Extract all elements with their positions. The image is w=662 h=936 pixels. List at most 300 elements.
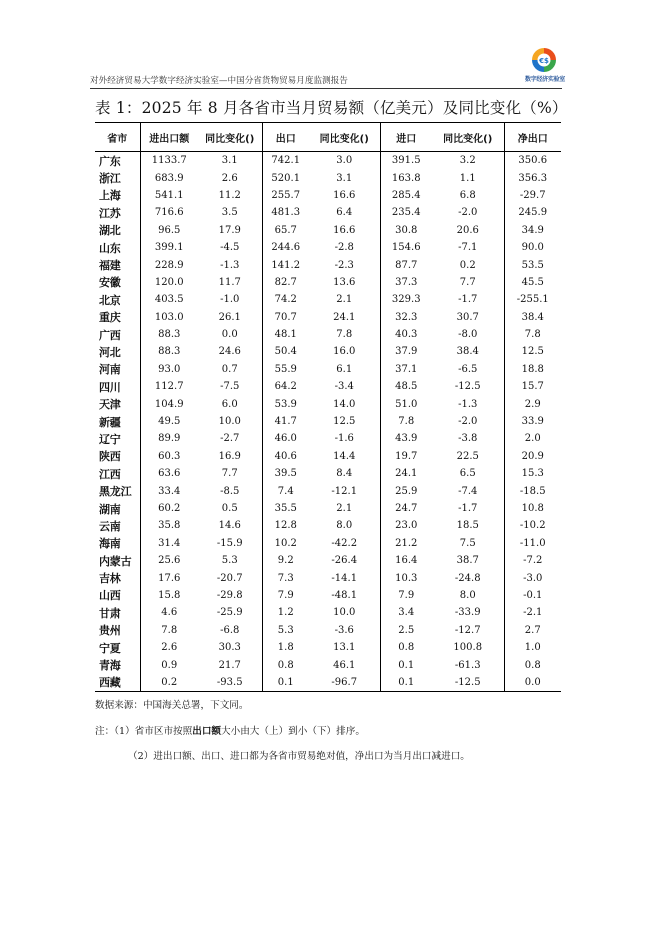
value-cell: 24.6: [218, 346, 241, 358]
value-cell: 7.8: [504, 326, 561, 343]
province-cell: 黑龙江: [99, 485, 132, 499]
value-cell: 20.6: [456, 224, 479, 236]
table-row: [95, 448, 561, 465]
value-cell: 0.0: [221, 329, 238, 341]
value-cell: 7.9: [262, 587, 309, 604]
value-cell: -8.5: [220, 485, 240, 497]
value-cell: 235.4: [380, 204, 432, 221]
table-row: [95, 187, 561, 204]
value-cell: 38.4: [456, 346, 479, 358]
value-cell: 7.7: [459, 276, 476, 288]
value-cell: 49.5: [140, 413, 198, 430]
value-cell: 7.9: [380, 587, 432, 604]
footnote-1-suffix: 大小由大（上）到小（下）排序。: [221, 726, 365, 737]
value-cell: 18.5: [456, 520, 479, 532]
globe-logo-icon: [531, 47, 557, 73]
value-cell: 7.8: [140, 622, 198, 639]
value-cell: 120.0: [140, 274, 198, 291]
value-cell: -1.7: [458, 503, 478, 514]
value-cell: 520.1: [262, 169, 309, 186]
province-cell: 江西: [99, 467, 121, 481]
value-cell: 356.3: [504, 169, 561, 186]
column-header: 同比变化(): [198, 123, 262, 152]
value-cell: 0.0: [504, 674, 561, 692]
value-cell: 33.4: [140, 482, 198, 499]
value-cell: 228.9: [140, 256, 198, 273]
value-cell: 716.6: [140, 204, 198, 221]
province-cell: 天津: [99, 398, 121, 412]
value-cell: 0.1: [380, 656, 432, 673]
value-cell: 2.7: [504, 622, 561, 639]
value-cell: 18.8: [504, 361, 561, 378]
value-cell: 55.9: [262, 361, 309, 378]
province-cell: 新疆: [99, 415, 121, 429]
value-cell: 41.7: [262, 413, 309, 430]
province-cell: 四川: [99, 380, 121, 394]
province-cell: 山西: [99, 589, 121, 603]
value-cell: -255.1: [504, 291, 561, 308]
column-header: 同比变化(): [432, 123, 504, 152]
value-cell: -15.9: [216, 537, 243, 549]
table-row: [95, 569, 561, 586]
value-cell: 88.3: [140, 343, 198, 360]
province-cell: 江苏: [99, 206, 121, 220]
column-header: 出口: [262, 123, 309, 152]
value-cell: 3.1: [336, 172, 353, 184]
value-cell: 100.8: [453, 642, 483, 654]
value-cell: -29.7: [504, 187, 561, 204]
table-row: [95, 239, 561, 256]
value-cell: 0.7: [221, 363, 238, 375]
value-cell: 6.1: [336, 363, 353, 375]
value-cell: 46.1: [333, 659, 356, 671]
value-cell: 481.3: [262, 204, 309, 221]
value-cell: 0.1: [262, 674, 309, 692]
table-row: [95, 395, 561, 412]
value-cell: 0.8: [380, 639, 432, 656]
value-cell: 3.1: [221, 155, 238, 167]
value-cell: 15.8: [140, 587, 198, 604]
value-cell: 35.8: [140, 517, 198, 534]
value-cell: -25.9: [216, 607, 243, 619]
province-cell: 北京: [99, 293, 121, 307]
value-cell: 4.6: [140, 604, 198, 621]
value-cell: 16.9: [218, 450, 241, 462]
value-cell: 12.5: [333, 416, 356, 428]
value-cell: 87.7: [380, 256, 432, 273]
table-row: [95, 604, 561, 621]
value-cell: 0.8: [504, 656, 561, 673]
value-cell: 48.5: [380, 378, 432, 395]
value-cell: 90.0: [504, 239, 561, 256]
table-row: [95, 169, 561, 186]
value-cell: 15.3: [504, 465, 561, 482]
value-cell: 12.8: [262, 517, 309, 534]
value-cell: 5.3: [221, 555, 238, 567]
value-cell: 255.7: [262, 187, 309, 204]
value-cell: 683.9: [140, 169, 198, 186]
value-cell: 245.9: [504, 204, 561, 221]
value-cell: 33.9: [504, 413, 561, 430]
value-cell: -7.4: [458, 485, 478, 497]
value-cell: 7.8: [336, 329, 353, 341]
value-cell: -8.0: [458, 329, 478, 341]
table-row: [95, 430, 561, 447]
value-cell: 0.8: [262, 656, 309, 673]
value-cell: 20.9: [504, 448, 561, 465]
value-cell: 12.5: [504, 343, 561, 360]
table-row: [95, 361, 561, 378]
province-cell: 福建: [99, 259, 121, 273]
value-cell: 24.7: [380, 500, 432, 517]
value-cell: 244.6: [262, 239, 309, 256]
value-cell: 2.5: [380, 622, 432, 639]
value-cell: 6.8: [459, 189, 476, 201]
value-cell: 7.5: [459, 537, 476, 549]
value-cell: -6.8: [220, 624, 240, 636]
value-cell: 7.3: [262, 569, 309, 586]
value-cell: 7.7: [221, 468, 238, 480]
table-body: [95, 152, 561, 692]
table-row: [95, 378, 561, 395]
value-cell: 11.2: [218, 189, 241, 201]
province-cell: 甘肃: [99, 606, 121, 620]
province-cell: 河南: [99, 363, 121, 377]
value-cell: 6.5: [459, 468, 476, 480]
column-header: 同比变化(): [309, 123, 380, 152]
value-cell: 14.6: [218, 520, 241, 532]
value-cell: -93.5: [198, 674, 262, 692]
value-cell: -48.1: [331, 589, 358, 601]
value-cell: 0.1: [380, 674, 432, 692]
value-cell: 35.5: [262, 500, 309, 517]
value-cell: -33.9: [454, 607, 481, 619]
column-header: 省市: [95, 123, 140, 152]
value-cell: 23.0: [380, 517, 432, 534]
value-cell: 154.6: [380, 239, 432, 256]
value-cell: 93.0: [140, 361, 198, 378]
value-cell: 21.2: [380, 535, 432, 552]
value-cell: -3.4: [334, 381, 354, 393]
value-cell: 10.8: [504, 500, 561, 517]
value-cell: 541.1: [140, 187, 198, 204]
table-row: [95, 291, 561, 308]
header-divider: [90, 88, 562, 89]
value-cell: 329.3: [380, 291, 432, 308]
value-cell: 10.0: [218, 416, 241, 428]
value-cell: -14.1: [331, 572, 358, 584]
value-cell: 2.6: [140, 639, 198, 656]
value-cell: 10.3: [380, 569, 432, 586]
value-cell: 7.8: [380, 413, 432, 430]
value-cell: 0.2: [459, 259, 476, 271]
value-cell: 53.5: [504, 256, 561, 273]
value-cell: 60.3: [140, 448, 198, 465]
footnote-2: （2）进出口额、出口、进口都为各省市贸易绝对值，净出口为当月出口减进口。: [128, 751, 470, 762]
province-cell: 湖南: [99, 502, 121, 516]
province-cell: 辽宁: [99, 432, 121, 446]
value-cell: 25.6: [140, 552, 198, 569]
value-cell: -42.2: [331, 537, 358, 549]
value-cell: 43.9: [380, 430, 432, 447]
value-cell: -20.7: [216, 572, 243, 584]
table-row: [95, 326, 561, 343]
value-cell: 37.9: [380, 343, 432, 360]
value-cell: 5.3: [262, 622, 309, 639]
province-cell: 安徽: [99, 276, 121, 290]
value-cell: 39.5: [262, 465, 309, 482]
province-cell: 内蒙古: [99, 554, 132, 568]
value-cell: 16.6: [333, 189, 356, 201]
value-cell: 141.2: [262, 256, 309, 273]
province-cell: 广西: [99, 328, 121, 342]
value-cell: 17.6: [140, 569, 198, 586]
column-header: 进出口额: [140, 123, 198, 152]
province-cell: 宁夏: [99, 641, 121, 655]
value-cell: 11.7: [218, 276, 241, 288]
value-cell: 16.6: [333, 224, 356, 236]
value-cell: -12.5: [432, 674, 504, 692]
value-cell: 16.4: [380, 552, 432, 569]
table-row: [95, 465, 561, 482]
province-cell: 广东: [99, 154, 121, 168]
province-cell: 吉林: [99, 572, 121, 586]
value-cell: 103.0: [140, 309, 198, 326]
value-cell: 19.7: [380, 448, 432, 465]
value-cell: 8.4: [336, 468, 353, 480]
table-row: [95, 622, 561, 639]
value-cell: -10.2: [504, 517, 561, 534]
table-row: [95, 413, 561, 430]
table-row: [95, 274, 561, 291]
province-cell: 山东: [99, 241, 121, 255]
column-header: 进口: [380, 123, 432, 152]
value-cell: 104.9: [140, 395, 198, 412]
table-row: [95, 309, 561, 326]
value-cell: 350.6: [504, 152, 561, 170]
value-cell: 0.5: [221, 503, 238, 514]
table-header-row: [95, 123, 561, 152]
value-cell: 45.5: [504, 274, 561, 291]
table-row: [95, 500, 561, 517]
value-cell: 46.0: [262, 430, 309, 447]
table-row: [95, 535, 561, 552]
value-cell: 1.0: [504, 639, 561, 656]
column-header: 净出口: [504, 123, 561, 152]
province-cell: 贵州: [99, 624, 121, 638]
value-cell: 403.5: [140, 291, 198, 308]
value-cell: 31.4: [140, 535, 198, 552]
value-cell: -7.2: [504, 552, 561, 569]
value-cell: 2.1: [336, 294, 353, 306]
value-cell: 48.1: [262, 326, 309, 343]
svg-text:€$: €$: [539, 57, 549, 65]
value-cell: -1.0: [220, 294, 240, 306]
value-cell: 8.0: [459, 589, 476, 601]
value-cell: -7.1: [458, 242, 478, 254]
value-cell: -3.6: [334, 624, 354, 636]
footnote-1: [95, 723, 365, 737]
data-source-note: 数据来源：中国海关总署，下文同。: [95, 700, 249, 711]
value-cell: 37.3: [380, 274, 432, 291]
value-cell: -7.5: [220, 381, 240, 393]
value-cell: 64.2: [262, 378, 309, 395]
value-cell: 399.1: [140, 239, 198, 256]
value-cell: 2.9: [504, 395, 561, 412]
value-cell: 0.9: [140, 656, 198, 673]
value-cell: 6.4: [336, 207, 353, 219]
value-cell: 391.5: [380, 152, 432, 170]
value-cell: -4.5: [220, 242, 240, 254]
table-row: [95, 587, 561, 604]
value-cell: -3.8: [458, 433, 478, 445]
logo-text: 数字经济实验室: [525, 76, 565, 83]
value-cell: 3.0: [336, 155, 353, 167]
value-cell: 26.1: [218, 311, 241, 323]
value-cell: -12.1: [331, 485, 358, 497]
table-row: [95, 152, 561, 170]
value-cell: 3.4: [380, 604, 432, 621]
table-row: [95, 674, 561, 692]
value-cell: 6.0: [221, 398, 238, 410]
value-cell: 0.2: [140, 674, 198, 692]
value-cell: 24.1: [333, 311, 356, 323]
table-row: [95, 639, 561, 656]
value-cell: 13.1: [333, 642, 356, 654]
table-row: [95, 656, 561, 673]
value-cell: 25.9: [380, 482, 432, 499]
value-cell: 742.1: [262, 152, 309, 170]
value-cell: 14.0: [333, 398, 356, 410]
table-title: 表 1：2025 年 8 月各省市当月贸易额（亿美元）及同比变化（%）: [95, 99, 568, 117]
lab-logo: [520, 47, 570, 85]
value-cell: 65.7: [262, 222, 309, 239]
value-cell: -2.0: [458, 416, 478, 428]
value-cell: 88.3: [140, 326, 198, 343]
value-cell: 10.2: [262, 535, 309, 552]
value-cell: 112.7: [140, 378, 198, 395]
province-cell: 海南: [99, 537, 121, 551]
value-cell: 40.3: [380, 326, 432, 343]
value-cell: 63.6: [140, 465, 198, 482]
value-cell: -2.0: [458, 207, 478, 219]
footnote-1-emphasis: 出口额: [192, 726, 222, 737]
value-cell: 24.1: [380, 465, 432, 482]
value-cell: 13.6: [333, 276, 356, 288]
value-cell: 30.3: [218, 642, 241, 654]
value-cell: 30.7: [456, 311, 479, 323]
value-cell: -2.7: [220, 433, 240, 445]
value-cell: 2.6: [221, 172, 238, 184]
value-cell: 285.4: [380, 187, 432, 204]
value-cell: 32.3: [380, 309, 432, 326]
table-row: [95, 517, 561, 534]
value-cell: 15.7: [504, 378, 561, 395]
value-cell: 96.5: [140, 222, 198, 239]
value-cell: -29.8: [216, 589, 243, 601]
value-cell: -0.1: [504, 587, 561, 604]
value-cell: 2.0: [504, 430, 561, 447]
value-cell: -12.7: [454, 624, 481, 636]
value-cell: 163.8: [380, 169, 432, 186]
value-cell: -1.3: [458, 398, 478, 410]
value-cell: 1.1: [459, 172, 476, 184]
value-cell: 38.4: [504, 309, 561, 326]
value-cell: 60.2: [140, 500, 198, 517]
footnote-1-prefix: 注：（1）省市区市按照: [95, 726, 193, 737]
table-row: [95, 343, 561, 360]
value-cell: 9.2: [262, 552, 309, 569]
value-cell: 7.4: [262, 482, 309, 499]
province-cell: 重庆: [99, 311, 121, 325]
value-cell: 38.7: [456, 555, 479, 567]
table-row: [95, 256, 561, 273]
value-cell: -1.7: [458, 294, 478, 306]
value-cell: -11.0: [504, 535, 561, 552]
value-cell: 2.1: [336, 503, 353, 514]
value-cell: -2.8: [334, 242, 354, 254]
table-row: [95, 204, 561, 221]
province-cell: 青海: [99, 659, 121, 673]
province-cell: 陕西: [99, 450, 121, 464]
table-row: [95, 552, 561, 569]
value-cell: 40.6: [262, 448, 309, 465]
value-cell: 1133.7: [140, 152, 198, 170]
value-cell: -18.5: [504, 482, 561, 499]
value-cell: -96.7: [309, 674, 380, 692]
province-cell: 西藏: [95, 674, 140, 692]
value-cell: -2.1: [504, 604, 561, 621]
value-cell: -1.3: [220, 259, 240, 271]
value-cell: 82.7: [262, 274, 309, 291]
table-row: [95, 482, 561, 499]
trade-table: [95, 122, 561, 692]
value-cell: 17.9: [218, 224, 241, 236]
value-cell: 14.4: [333, 450, 356, 462]
value-cell: -24.8: [454, 572, 481, 584]
page-header: 对外经济贸易大学数字经济实验室—中国分省货物贸易月度监测报告: [90, 76, 348, 86]
value-cell: -3.0: [504, 569, 561, 586]
value-cell: -12.5: [454, 381, 481, 393]
province-cell: 湖北: [99, 224, 121, 238]
value-cell: 37.1: [380, 361, 432, 378]
value-cell: -26.4: [331, 555, 358, 567]
value-cell: -6.5: [458, 363, 478, 375]
value-cell: 10.0: [333, 607, 356, 619]
value-cell: -61.3: [454, 659, 481, 671]
province-cell: 上海: [99, 189, 121, 203]
value-cell: 21.7: [218, 659, 241, 671]
value-cell: -2.3: [334, 259, 354, 271]
value-cell: 1.2: [262, 604, 309, 621]
province-cell: 河北: [99, 345, 121, 359]
value-cell: 3.5: [221, 207, 238, 219]
province-cell: 浙江: [99, 172, 121, 186]
value-cell: -1.6: [334, 433, 354, 445]
value-cell: 8.0: [336, 520, 353, 532]
table-row: [95, 222, 561, 239]
value-cell: 3.2: [459, 155, 476, 167]
value-cell: 89.9: [140, 430, 198, 447]
value-cell: 34.9: [504, 222, 561, 239]
value-cell: 30.8: [380, 222, 432, 239]
value-cell: 53.9: [262, 395, 309, 412]
value-cell: 70.7: [262, 309, 309, 326]
value-cell: 50.4: [262, 343, 309, 360]
value-cell: 22.5: [456, 450, 479, 462]
value-cell: 1.8: [262, 639, 309, 656]
value-cell: 51.0: [380, 395, 432, 412]
